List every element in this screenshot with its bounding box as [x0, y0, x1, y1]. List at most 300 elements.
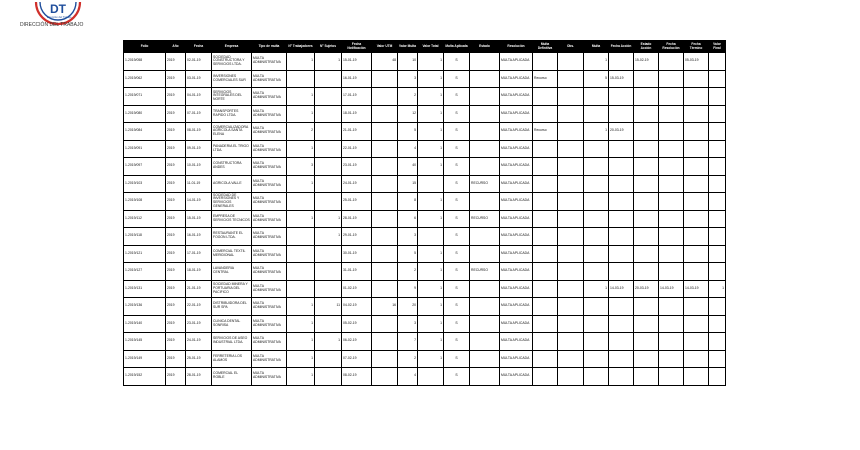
- table-cell: TRANSPORTES RAPIDO LTDA.: [212, 105, 252, 123]
- table-cell: [684, 175, 709, 193]
- table-row: [124, 123, 726, 141]
- table-cell: [315, 280, 342, 298]
- table-cell: 6: [398, 210, 418, 228]
- table-cell: 1: [418, 53, 444, 71]
- table-row: [124, 158, 726, 176]
- table-cell: [634, 315, 659, 333]
- table-cell: 9: [398, 280, 418, 298]
- table-cell: 23-01-19: [186, 315, 212, 333]
- table-cell: 1-2019/140: [124, 315, 166, 333]
- table-cell: 2: [398, 263, 418, 281]
- table-cell: 1-2019/097: [124, 158, 166, 176]
- table-cell: [470, 333, 500, 351]
- table-cell: [684, 350, 709, 368]
- table-cell: S: [444, 263, 470, 281]
- table-cell: [533, 88, 558, 106]
- table-cell: MULTA APLICADA: [500, 193, 533, 211]
- table-cell: 15-01-19: [342, 53, 372, 71]
- table-cell: 15-01-19: [186, 210, 212, 228]
- table-cell: [558, 123, 584, 141]
- table-cell: [709, 210, 726, 228]
- table-cell: 1: [418, 140, 444, 158]
- table-cell: [558, 193, 584, 211]
- table-cell: S: [444, 350, 470, 368]
- table-cell: [315, 245, 342, 263]
- table-cell: [709, 158, 726, 176]
- table-cell: MULTA APLICADA: [500, 298, 533, 316]
- table-cell: 1-2019/121: [124, 245, 166, 263]
- table-cell: 03-01-19: [186, 70, 212, 88]
- table-cell: [684, 368, 709, 386]
- table-cell: 1: [287, 350, 315, 368]
- table-cell: 1: [287, 105, 315, 123]
- column-header: Resolución: [500, 41, 533, 53]
- table-cell: 18-01-19: [342, 105, 372, 123]
- table-cell: 2: [287, 123, 315, 141]
- table-cell: 1: [418, 298, 444, 316]
- table-cell: 2019: [166, 245, 186, 263]
- table-cell: 1-2019/091: [124, 140, 166, 158]
- table-cell: 1-2019/145: [124, 333, 166, 351]
- table-cell: [470, 350, 500, 368]
- column-header: Fecha Término: [684, 41, 709, 53]
- table-cell: [709, 70, 726, 88]
- table-cell: 15-02-19: [634, 53, 659, 71]
- table-cell: 48: [372, 53, 398, 71]
- table-cell: [558, 140, 584, 158]
- table-cell: [659, 140, 684, 158]
- table-cell: 2019: [166, 315, 186, 333]
- table-cell: 09-01-19: [186, 140, 212, 158]
- table-cell: [287, 193, 315, 211]
- table-cell: 23-01-19: [342, 158, 372, 176]
- table-cell: MULTA ADMINISTRATIVA: [252, 350, 287, 368]
- table-cell: [609, 175, 634, 193]
- table-cell: [533, 263, 558, 281]
- table-cell: 1-2019/136: [124, 298, 166, 316]
- table-cell: [372, 140, 398, 158]
- table-cell: [470, 280, 500, 298]
- table-cell: 1-2019/112: [124, 210, 166, 228]
- table-cell: [533, 193, 558, 211]
- table-cell: [684, 193, 709, 211]
- table-cell: MULTA APLICADA: [500, 88, 533, 106]
- table-cell: 1-2019/152: [124, 368, 166, 386]
- table-cell: [315, 140, 342, 158]
- table-cell: [470, 158, 500, 176]
- table-cell: [709, 140, 726, 158]
- table-cell: S: [444, 175, 470, 193]
- table-cell: [709, 333, 726, 351]
- table-cell: 1: [418, 123, 444, 141]
- table-cell: [609, 193, 634, 211]
- table-cell: [584, 88, 609, 106]
- table-cell: [709, 105, 726, 123]
- table-row: [124, 53, 726, 71]
- table-header: [124, 41, 726, 53]
- table-cell: [584, 140, 609, 158]
- table-cell: 1: [418, 263, 444, 281]
- table-cell: MULTA ADMINISTRATIVA: [252, 140, 287, 158]
- table-cell: [533, 333, 558, 351]
- table-cell: [659, 123, 684, 141]
- table-cell: EMPRESA DE SERVICIOS TECNICOS: [212, 210, 252, 228]
- logo-tagline: DIRECCIÓN DEL TRABAJO: [20, 22, 84, 28]
- table-cell: [315, 88, 342, 106]
- table-cell: [709, 350, 726, 368]
- table-cell: [684, 105, 709, 123]
- table-cell: 1: [287, 175, 315, 193]
- table-cell: 14-03-19: [659, 280, 684, 298]
- table-cell: [609, 53, 634, 71]
- table-cell: 16-01-19: [186, 228, 212, 246]
- table-cell: S: [444, 228, 470, 246]
- table-cell: 20: [398, 298, 418, 316]
- table-cell: 1: [709, 280, 726, 298]
- table-cell: [584, 158, 609, 176]
- table-cell: PANADERIA EL TRIGO LTDA.: [212, 140, 252, 158]
- table-cell: [315, 193, 342, 211]
- table-cell: [372, 368, 398, 386]
- table-cell: 10-01-19: [186, 158, 212, 176]
- column-header: N° Sujetos: [315, 41, 342, 53]
- table-cell: [584, 193, 609, 211]
- table-cell: [533, 228, 558, 246]
- table-cell: [372, 350, 398, 368]
- table-cell: [558, 315, 584, 333]
- table-cell: 1-2019/080: [124, 105, 166, 123]
- table-cell: MULTA APLICADA: [500, 158, 533, 176]
- table-cell: 1-2019/127: [124, 263, 166, 281]
- table-cell: 08-02-19: [342, 368, 372, 386]
- table-cell: [659, 70, 684, 88]
- table-cell: [372, 88, 398, 106]
- table-cell: 2: [398, 88, 418, 106]
- table-cell: [634, 88, 659, 106]
- table-cell: 25-01-19: [342, 193, 372, 211]
- table-cell: 14-03-19: [684, 280, 709, 298]
- table-cell: 2019: [166, 140, 186, 158]
- table-cell: S: [444, 368, 470, 386]
- table-cell: 1: [315, 53, 342, 71]
- table-cell: [558, 175, 584, 193]
- table-cell: S: [444, 298, 470, 316]
- table-cell: 2019: [166, 210, 186, 228]
- table-cell: [372, 193, 398, 211]
- column-header: Valor Total: [418, 41, 444, 53]
- logo-letters: DT: [50, 2, 66, 16]
- fines-table: [123, 40, 726, 386]
- table-cell: [372, 245, 398, 263]
- table-cell: [315, 70, 342, 88]
- table-cell: 1: [584, 280, 609, 298]
- table-cell: CLINICA DENTAL SONRISA: [212, 315, 252, 333]
- table-cell: MULTA APLICADA: [500, 105, 533, 123]
- table-cell: SOCIEDAD MINERA Y PORTUARIA DEL PACIFICO: [212, 280, 252, 298]
- table-cell: [287, 70, 315, 88]
- table-cell: [558, 210, 584, 228]
- table-cell: [634, 175, 659, 193]
- table-cell: MULTA APLICADA: [500, 175, 533, 193]
- table-cell: 05-03-19: [684, 53, 709, 71]
- table-cell: S: [444, 193, 470, 211]
- table-cell: 8: [398, 193, 418, 211]
- table-cell: [533, 298, 558, 316]
- table-cell: 1: [418, 210, 444, 228]
- table-cell: S: [444, 158, 470, 176]
- table-cell: [584, 333, 609, 351]
- table-cell: 1-2019/103: [124, 175, 166, 193]
- table-cell: [558, 333, 584, 351]
- table-cell: MULTA ADMINISTRATIVA: [252, 263, 287, 281]
- table-cell: [634, 210, 659, 228]
- table-cell: 24-01-19: [342, 175, 372, 193]
- table-cell: 08-01-19: [186, 123, 212, 141]
- table-cell: 1: [418, 315, 444, 333]
- table-cell: SOCIEDAD CONSTRUCTORA Y SERVICIOS LTDA.: [212, 53, 252, 71]
- table-cell: MULTA ADMINISTRATIVA: [252, 88, 287, 106]
- table-cell: 1: [418, 105, 444, 123]
- table-cell: [709, 298, 726, 316]
- table-cell: [558, 350, 584, 368]
- table-cell: S: [444, 53, 470, 71]
- table-cell: COMERCIALIZADORA AGRICOLA SANTA ELENA: [212, 123, 252, 141]
- table-cell: MULTA APLICADA: [500, 123, 533, 141]
- table-cell: 7: [398, 333, 418, 351]
- table-cell: 2019: [166, 105, 186, 123]
- table-cell: [609, 210, 634, 228]
- table-cell: [558, 70, 584, 88]
- table-cell: [315, 158, 342, 176]
- table-cell: [315, 368, 342, 386]
- table-cell: MULTA APLICADA: [500, 210, 533, 228]
- table-cell: S: [444, 123, 470, 141]
- column-header: Empresa: [212, 41, 252, 53]
- table-cell: MULTA APLICADA: [500, 53, 533, 71]
- table-cell: 1: [287, 53, 315, 71]
- table-cell: 15: [398, 175, 418, 193]
- table-cell: 2019: [166, 53, 186, 71]
- column-header: N° Trabajadores: [287, 41, 315, 53]
- table-row: [124, 298, 726, 316]
- table-cell: 11: [315, 298, 342, 316]
- table-cell: MULTA APLICADA: [500, 350, 533, 368]
- table-cell: 2019: [166, 350, 186, 368]
- table-row: [124, 88, 726, 106]
- table-cell: 2019: [166, 158, 186, 176]
- column-header: Fecha: [186, 41, 212, 53]
- table-cell: 3: [287, 158, 315, 176]
- table-cell: 1: [418, 350, 444, 368]
- table-cell: [659, 88, 684, 106]
- column-header: Fecha Acción: [609, 41, 634, 53]
- table-cell: [634, 298, 659, 316]
- table-cell: [558, 88, 584, 106]
- table-cell: 1: [287, 333, 315, 351]
- table-cell: [684, 263, 709, 281]
- table-cell: [659, 193, 684, 211]
- table-cell: RESTAURANTE EL FOGON LTDA.: [212, 228, 252, 246]
- column-header: Valor Final: [709, 41, 726, 53]
- table-cell: 17-01-19: [342, 88, 372, 106]
- table-cell: [584, 263, 609, 281]
- table-cell: 14-03-19: [609, 280, 634, 298]
- table-row: [124, 70, 726, 88]
- table-cell: 1: [287, 140, 315, 158]
- table-cell: 01-02-19: [342, 280, 372, 298]
- table-cell: S: [444, 245, 470, 263]
- table-cell: [609, 228, 634, 246]
- table-cell: [470, 140, 500, 158]
- table-cell: [418, 175, 444, 193]
- table-cell: [609, 298, 634, 316]
- table-row: [124, 210, 726, 228]
- table-cell: 1-2019/131: [124, 280, 166, 298]
- table-cell: [659, 228, 684, 246]
- table-cell: 29-01-19: [342, 228, 372, 246]
- table-cell: S: [444, 315, 470, 333]
- table-cell: [709, 368, 726, 386]
- table-cell: 1: [287, 298, 315, 316]
- table-cell: RECURSO: [470, 263, 500, 281]
- table-cell: [372, 123, 398, 141]
- table-cell: S: [444, 333, 470, 351]
- table-cell: 1: [287, 315, 315, 333]
- table-cell: MULTA APLICADA: [500, 228, 533, 246]
- table-cell: [533, 280, 558, 298]
- table-cell: [287, 228, 315, 246]
- table-cell: 21-01-19: [186, 280, 212, 298]
- table-cell: [584, 298, 609, 316]
- table-cell: [470, 193, 500, 211]
- table-cell: 11-01-19: [186, 175, 212, 193]
- table-row: [124, 368, 726, 386]
- table-cell: MULTA ADMINISTRATIVA: [252, 368, 287, 386]
- table-cell: [584, 228, 609, 246]
- table-cell: [684, 140, 709, 158]
- table-cell: [609, 105, 634, 123]
- table-cell: 18-01-19: [186, 263, 212, 281]
- table-cell: SERVICIOS DE ASEO INDUSTRIAL LTDA.: [212, 333, 252, 351]
- table-cell: MULTA APLICADA: [500, 333, 533, 351]
- table-cell: [684, 210, 709, 228]
- table-cell: S: [444, 140, 470, 158]
- table-row: [124, 193, 726, 211]
- table-cell: 4: [398, 140, 418, 158]
- table-cell: [609, 88, 634, 106]
- table-cell: [634, 228, 659, 246]
- table-cell: S: [444, 280, 470, 298]
- table-cell: [372, 105, 398, 123]
- table-cell: [634, 140, 659, 158]
- table-cell: [634, 263, 659, 281]
- table-cell: [659, 298, 684, 316]
- table-cell: [470, 88, 500, 106]
- table-cell: MULTA APLICADA: [500, 70, 533, 88]
- table-cell: 1: [315, 333, 342, 351]
- table-cell: 02-01-19: [186, 53, 212, 71]
- table-cell: [533, 140, 558, 158]
- table-cell: [533, 350, 558, 368]
- table-cell: [470, 245, 500, 263]
- table-cell: MULTA ADMINISTRATIVA: [252, 333, 287, 351]
- table-cell: 21-01-19: [342, 123, 372, 141]
- table-cell: [659, 158, 684, 176]
- table-cell: [659, 210, 684, 228]
- table-cell: 5: [398, 245, 418, 263]
- table-cell: MULTA ADMINISTRATIVA: [252, 53, 287, 71]
- table-cell: [418, 228, 444, 246]
- table-cell: [315, 263, 342, 281]
- table-cell: 3: [398, 70, 418, 88]
- table-cell: 5: [398, 123, 418, 141]
- table-cell: MULTA ADMINISTRATIVA: [252, 175, 287, 193]
- table-cell: 1: [315, 228, 342, 246]
- table-cell: [470, 53, 500, 71]
- table-cell: [659, 105, 684, 123]
- table-cell: MULTA ADMINISTRATIVA: [252, 105, 287, 123]
- table-cell: [709, 175, 726, 193]
- table-cell: 2: [398, 350, 418, 368]
- table-cell: 1: [418, 158, 444, 176]
- table-cell: [609, 263, 634, 281]
- table-cell: 24-01-19: [186, 333, 212, 351]
- table-cell: [634, 245, 659, 263]
- table-cell: [609, 368, 634, 386]
- table-cell: 1: [287, 88, 315, 106]
- table-cell: [533, 245, 558, 263]
- table-cell: [372, 333, 398, 351]
- table-cell: 1: [584, 53, 609, 71]
- table-cell: 28-01-19: [342, 210, 372, 228]
- table-cell: [709, 193, 726, 211]
- table-cell: MULTA ADMINISTRATIVA: [252, 245, 287, 263]
- table-cell: MULTA ADMINISTRATIVA: [252, 158, 287, 176]
- table-cell: [372, 175, 398, 193]
- table-cell: 1-2019/084: [124, 123, 166, 141]
- table-cell: 20-03-19: [609, 123, 634, 141]
- table-cell: MULTA ADMINISTRATIVA: [252, 70, 287, 88]
- table-cell: MULTA ADMINISTRATIVA: [252, 210, 287, 228]
- table-cell: [470, 70, 500, 88]
- table-cell: 28-01-19: [186, 368, 212, 386]
- table-cell: 3: [398, 228, 418, 246]
- table-cell: 3: [398, 315, 418, 333]
- table-row: [124, 315, 726, 333]
- table-cell: 1: [418, 280, 444, 298]
- table-cell: [684, 70, 709, 88]
- table-cell: SOCIEDAD DE INVERSIONES Y SERVICIOS GENERALES: [212, 193, 252, 211]
- table-cell: [470, 105, 500, 123]
- column-header: Fecha Notificación: [342, 41, 372, 53]
- table-cell: MULTA APLICADA: [500, 263, 533, 281]
- table-cell: [470, 315, 500, 333]
- table-cell: 40: [398, 158, 418, 176]
- table-cell: [533, 210, 558, 228]
- table-cell: [315, 315, 342, 333]
- table-row: [124, 245, 726, 263]
- table-cell: [684, 298, 709, 316]
- table-cell: [315, 123, 342, 141]
- table-cell: 22-01-19: [342, 140, 372, 158]
- table-cell: 2019: [166, 123, 186, 141]
- table-cell: 1-2019/058: [124, 53, 166, 71]
- table-cell: [372, 70, 398, 88]
- table-row: [124, 140, 726, 158]
- table-cell: [659, 315, 684, 333]
- column-header: Multa Definitiva: [533, 41, 558, 53]
- table-cell: Recurso: [533, 70, 558, 88]
